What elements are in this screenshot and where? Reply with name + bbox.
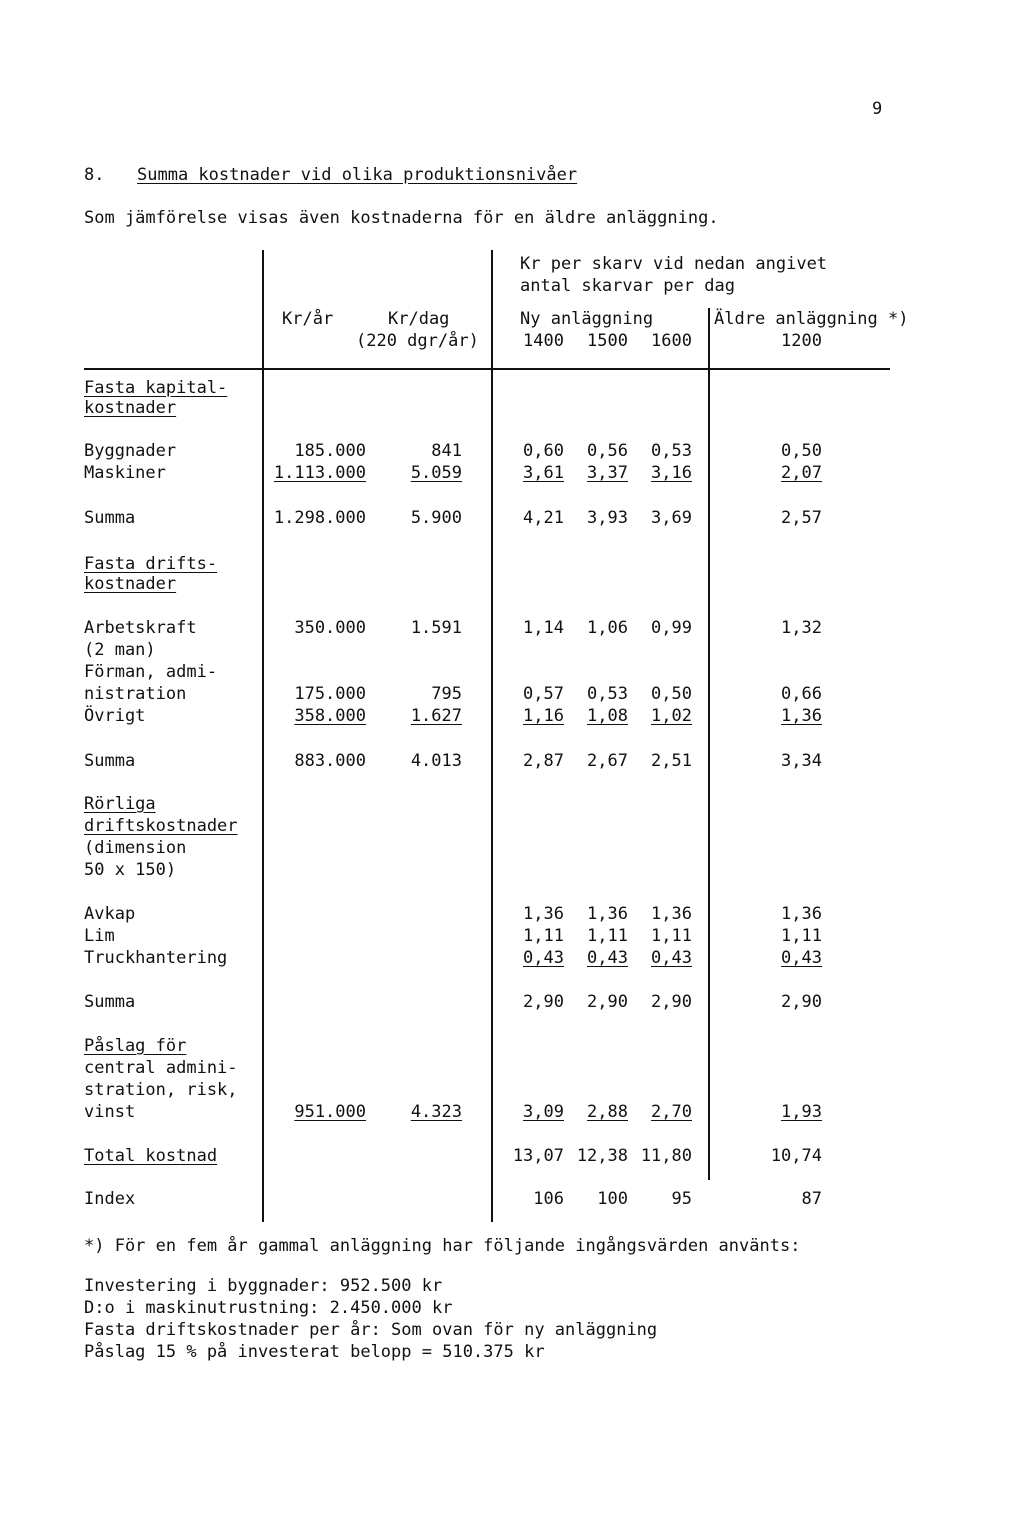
row-label-summa: Summa bbox=[84, 751, 136, 771]
cell-1200: 0,66 bbox=[781, 684, 822, 704]
header-kr-ar: Kr/år bbox=[282, 309, 334, 329]
cell-1400: 106 bbox=[533, 1189, 564, 1209]
cell-kr-dag: 1.591 bbox=[410, 618, 462, 638]
cell-1500: 0,43 bbox=[587, 948, 628, 968]
row-label-index: Index bbox=[84, 1189, 136, 1209]
divider-aldre-column bbox=[708, 308, 710, 1180]
section-rorliga-2: driftskostnader bbox=[84, 816, 238, 836]
cell-1400: 2,90 bbox=[523, 992, 564, 1012]
header-ny-anlaggning: Ny anläggning bbox=[520, 309, 654, 329]
section-fasta-drift: Fasta drifts- bbox=[84, 554, 218, 574]
cell-1500: 1,06 bbox=[587, 618, 628, 638]
cell-1600: 0,43 bbox=[651, 948, 692, 968]
intro-text: Som jämförelse visas även kostnaderna för en äldre anläggning. bbox=[84, 208, 719, 228]
cell-kr-ar: 185.000 bbox=[294, 441, 366, 461]
cell-1400: 3,61 bbox=[523, 463, 564, 483]
row-label-summa: Summa bbox=[84, 992, 136, 1012]
cell-1200: 2,57 bbox=[781, 508, 822, 528]
row-label-lim: Lim bbox=[84, 926, 115, 946]
cell-1200: 1,36 bbox=[781, 706, 822, 726]
cell-1500: 1,36 bbox=[587, 904, 628, 924]
header-aldre-anlaggning: Äldre anläggning *) bbox=[714, 309, 909, 329]
cell-1500: 3,93 bbox=[587, 508, 628, 528]
cell-1500: 12,38 bbox=[576, 1146, 628, 1166]
cell-1600: 3,16 bbox=[651, 463, 692, 483]
section-fasta-drift-2: kostnader bbox=[84, 574, 177, 594]
group-header-line1: Kr per skarv vid nedan angivet bbox=[520, 254, 828, 274]
cell-kr-ar: 350.000 bbox=[294, 618, 366, 638]
cell-1200: 0,43 bbox=[781, 948, 822, 968]
cell-kr-ar: 358.000 bbox=[294, 706, 366, 726]
row-sublabel-arbetskraft: (2 man) bbox=[84, 640, 156, 660]
cell-1200: 1,32 bbox=[781, 618, 822, 638]
row-label-truckhantering: Truckhantering bbox=[84, 948, 228, 968]
cell-1200: 2,07 bbox=[781, 463, 822, 483]
cell-1200: 1,11 bbox=[781, 926, 822, 946]
section-fasta-kapital-2: kostnader bbox=[84, 398, 177, 418]
section-number: 8. bbox=[84, 165, 105, 185]
footnote-line1: *) För en fem år gammal anläggning har följande ingångsvärden använts: bbox=[84, 1236, 801, 1256]
footnote-line5: Påslag 15 % på investerat belopp = 510.375 kr bbox=[84, 1342, 545, 1362]
cell-kr-ar: 175.000 bbox=[294, 684, 366, 704]
section-paslag-4: vinst bbox=[84, 1102, 136, 1122]
divider-label-column bbox=[262, 250, 264, 1222]
cell-1200: 1,36 bbox=[781, 904, 822, 924]
cell-1500: 0,53 bbox=[587, 684, 628, 704]
row-label-arbetskraft: Arbetskraft bbox=[84, 618, 197, 638]
cell-1500: 0,56 bbox=[587, 441, 628, 461]
cell-1200: 3,34 bbox=[781, 751, 822, 771]
row-label-summa: Summa bbox=[84, 508, 136, 528]
footnote-line2: Investering i byggnader: 952.500 kr bbox=[84, 1276, 443, 1296]
section-title: Summa kostnader vid olika produktionsnivåer bbox=[137, 165, 578, 185]
section-fasta-kapital: Fasta kapital- bbox=[84, 378, 228, 398]
cell-1400: 0,60 bbox=[523, 441, 564, 461]
section-paslag-2: central admini- bbox=[84, 1058, 238, 1078]
cell-1500: 1,08 bbox=[587, 706, 628, 726]
header-1200: 1200 bbox=[781, 331, 822, 351]
section-rorliga: Rörliga bbox=[84, 794, 156, 814]
cell-kr-ar: 1.298.000 bbox=[273, 508, 366, 528]
cell-1400: 1,14 bbox=[523, 618, 564, 638]
cell-1600: 0,53 bbox=[651, 441, 692, 461]
header-1600: 1600 bbox=[651, 331, 692, 351]
cell-kr-dag: 841 bbox=[431, 441, 462, 461]
cell-1500: 2,90 bbox=[587, 992, 628, 1012]
cell-1500: 2,88 bbox=[587, 1102, 628, 1122]
cell-1600: 2,90 bbox=[651, 992, 692, 1012]
row-label-byggnader: Byggnader bbox=[84, 441, 177, 461]
section-rorliga-3: (dimension bbox=[84, 838, 187, 858]
group-header-line2: antal skarvar per dag bbox=[520, 276, 735, 296]
cell-kr-dag: 795 bbox=[431, 684, 462, 704]
cell-1600: 1,11 bbox=[651, 926, 692, 946]
cell-1400: 0,57 bbox=[523, 684, 564, 704]
cell-1500: 100 bbox=[597, 1189, 628, 1209]
row-label-avkap: Avkap bbox=[84, 904, 136, 924]
cell-1200: 0,50 bbox=[781, 441, 822, 461]
cell-1400: 3,09 bbox=[523, 1102, 564, 1122]
cell-kr-ar: 883.000 bbox=[294, 751, 366, 771]
cell-kr-dag: 5.900 bbox=[410, 508, 462, 528]
cell-1600: 1,02 bbox=[651, 706, 692, 726]
row-label-maskiner: Maskiner bbox=[84, 463, 166, 483]
cell-1600: 1,36 bbox=[651, 904, 692, 924]
cell-1400: 1,16 bbox=[523, 706, 564, 726]
cell-1600: 2,51 bbox=[651, 751, 692, 771]
cell-1400: 1,36 bbox=[523, 904, 564, 924]
cell-1200: 10,74 bbox=[770, 1146, 822, 1166]
header-1500: 1500 bbox=[587, 331, 628, 351]
cell-1400: 2,87 bbox=[523, 751, 564, 771]
header-rule bbox=[84, 368, 890, 370]
cell-kr-dag: 4.013 bbox=[410, 751, 462, 771]
cell-1600: 0,99 bbox=[651, 618, 692, 638]
divider-kr-column bbox=[491, 250, 493, 1222]
header-1400: 1400 bbox=[523, 331, 564, 351]
cell-1200: 87 bbox=[801, 1189, 822, 1209]
cell-1600: 11,80 bbox=[640, 1146, 692, 1166]
row-label-ovrigt: Övrigt bbox=[84, 706, 146, 726]
cell-kr-dag: 1.627 bbox=[410, 706, 462, 726]
row-label-total-kostnad: Total kostnad bbox=[84, 1146, 218, 1166]
cell-1600: 3,69 bbox=[651, 508, 692, 528]
cell-1400: 13,07 bbox=[512, 1146, 564, 1166]
cell-1200: 2,90 bbox=[781, 992, 822, 1012]
footnote-line3: D:o i maskinutrustning: 2.450.000 kr bbox=[84, 1298, 453, 1318]
cell-1200: 1,93 bbox=[781, 1102, 822, 1122]
cell-1400: 4,21 bbox=[523, 508, 564, 528]
section-rorliga-4: 50 x 150) bbox=[84, 860, 177, 880]
cell-1500: 1,11 bbox=[587, 926, 628, 946]
cell-1500: 2,67 bbox=[587, 751, 628, 771]
cell-1400: 1,11 bbox=[523, 926, 564, 946]
cell-kr-ar: 951.000 bbox=[294, 1102, 366, 1122]
row-label-forman: Förman, admi- bbox=[84, 662, 218, 682]
footnote-line4: Fasta driftskostnader per år: Som ovan för ny anläggning bbox=[84, 1320, 658, 1340]
header-kr-dag: Kr/dag bbox=[388, 309, 450, 329]
cell-1600: 0,50 bbox=[651, 684, 692, 704]
cell-1400: 0,43 bbox=[523, 948, 564, 968]
cell-kr-dag: 4.323 bbox=[410, 1102, 462, 1122]
cell-1600: 2,70 bbox=[651, 1102, 692, 1122]
page-number: 9 bbox=[872, 99, 883, 119]
cell-kr-dag: 5.059 bbox=[410, 463, 462, 483]
row-label-forman-2: nistration bbox=[84, 684, 187, 704]
header-kr-dag-sub: (220 dgr/år) bbox=[356, 331, 479, 351]
cell-1600: 95 bbox=[671, 1189, 692, 1209]
cell-1500: 3,37 bbox=[587, 463, 628, 483]
section-paslag: Påslag för bbox=[84, 1036, 187, 1056]
section-paslag-3: stration, risk, bbox=[84, 1080, 238, 1100]
cell-kr-ar: 1.113.000 bbox=[273, 463, 366, 483]
